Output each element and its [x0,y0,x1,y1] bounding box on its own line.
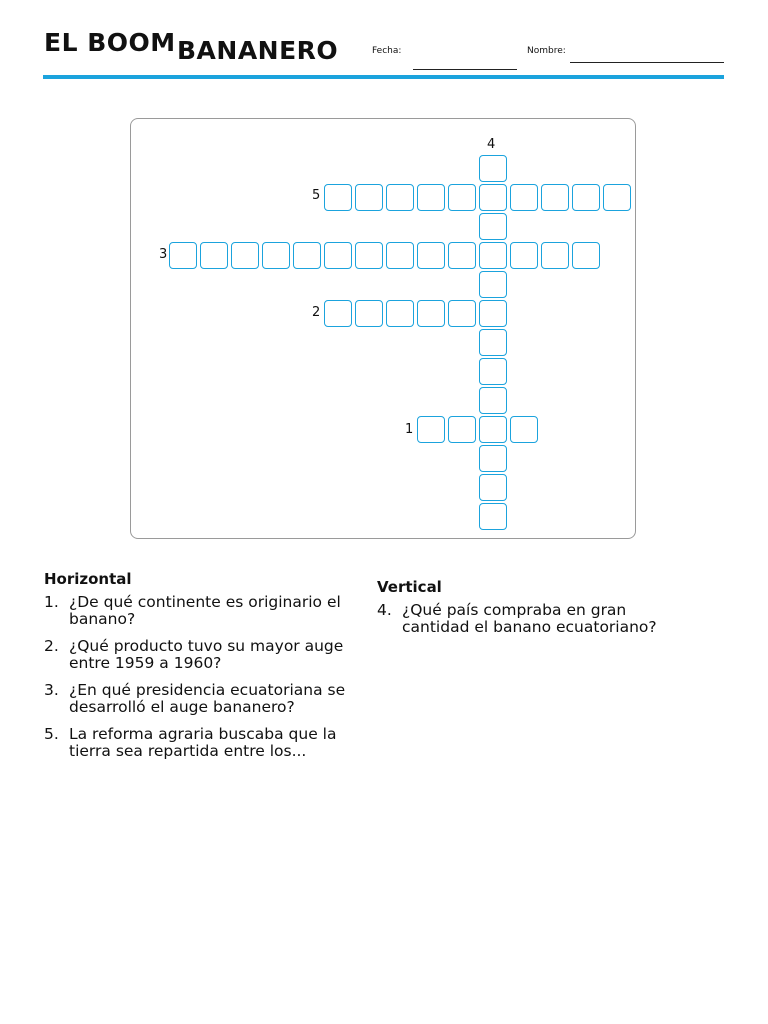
crossword-cell[interactable] [448,184,476,211]
crossword-cell[interactable] [510,184,538,211]
crossword-cell[interactable] [200,242,228,269]
date-field-line[interactable] [413,69,517,70]
crossword-cell[interactable] [448,300,476,327]
crossword-cell[interactable] [479,387,507,414]
crossword-cell[interactable] [417,184,445,211]
clue-text: ¿En qué presidencia ecuatoriana se desarrolló el auge bananero? [69,681,346,716]
crossword-cell[interactable] [293,242,321,269]
grid-number-2: 2 [312,305,321,320]
crossword-cell[interactable] [417,416,445,443]
crossword-cell[interactable] [479,213,507,240]
clue-number: 4. [377,601,392,619]
clue-text: ¿De qué continente es originario el banano? [69,593,341,628]
clue-number: 3. [44,681,59,699]
crossword-cell[interactable] [479,358,507,385]
crossword-cell[interactable] [386,242,414,269]
grid-number-3: 3 [159,247,168,262]
clue-text: La reforma agraria buscaba que la tierra sea repartida entre los... [69,725,337,760]
clue-number: 1. [44,593,59,611]
clue-text: ¿Qué país compraba en gran cantidad el banano ecuatoriano? [402,601,657,636]
crossword-cell[interactable] [262,242,290,269]
clue-number: 5. [44,725,59,743]
crossword-cell[interactable] [324,242,352,269]
crossword-cell[interactable] [541,184,569,211]
title-part-2: BANANERO [177,36,339,65]
clue-item [44,638,364,672]
crossword-cell[interactable] [355,242,383,269]
crossword-cell[interactable] [417,300,445,327]
crossword-cell[interactable] [417,242,445,269]
crossword-cell[interactable] [479,184,507,211]
clues-vertical [377,578,697,646]
crossword-cell[interactable] [324,184,352,211]
crossword-cell[interactable] [479,416,507,443]
clue-number: 2. [44,637,59,655]
crossword-cell[interactable] [479,242,507,269]
clue-item [44,594,364,628]
crossword-cell[interactable] [479,329,507,356]
crossword-cell[interactable] [479,271,507,298]
clue-item [44,726,364,760]
crossword-cell[interactable] [448,416,476,443]
crossword-cell[interactable] [479,503,507,530]
name-label: Nombre: [527,46,566,56]
crossword-cell[interactable] [169,242,197,269]
clue-item [377,602,697,636]
crossword-cell[interactable] [572,242,600,269]
clue-item [44,682,364,716]
clues-horizontal [44,570,364,770]
crossword-cell[interactable] [479,474,507,501]
crossword-cell[interactable] [479,155,507,182]
crossword-cell[interactable] [479,300,507,327]
clue-text: ¿Qué producto tuvo su mayor auge entre 1959 a 1960? [69,637,344,672]
vertical-heading: Vertical [377,578,442,596]
crossword-cell[interactable] [355,184,383,211]
crossword-cell[interactable] [386,184,414,211]
crossword-cell[interactable] [572,184,600,211]
crossword-cell[interactable] [386,300,414,327]
title-part-1: EL BOOM [44,28,176,57]
grid-number-4: 4 [487,137,496,152]
crossword-cell[interactable] [324,300,352,327]
crossword-cell[interactable] [510,416,538,443]
grid-number-5: 5 [312,188,321,203]
crossword-cell[interactable] [355,300,383,327]
date-label: Fecha: [372,46,402,56]
crossword-cell[interactable] [448,242,476,269]
name-field-line[interactable] [570,62,724,63]
crossword-cell[interactable] [479,445,507,472]
crossword-cell[interactable] [603,184,631,211]
crossword-cell[interactable] [231,242,259,269]
crossword-frame [130,118,636,539]
grid-number-1: 1 [405,422,414,437]
crossword-cell[interactable] [541,242,569,269]
horizontal-heading: Horizontal [44,570,132,588]
crossword-cell[interactable] [510,242,538,269]
header-divider [43,75,724,79]
